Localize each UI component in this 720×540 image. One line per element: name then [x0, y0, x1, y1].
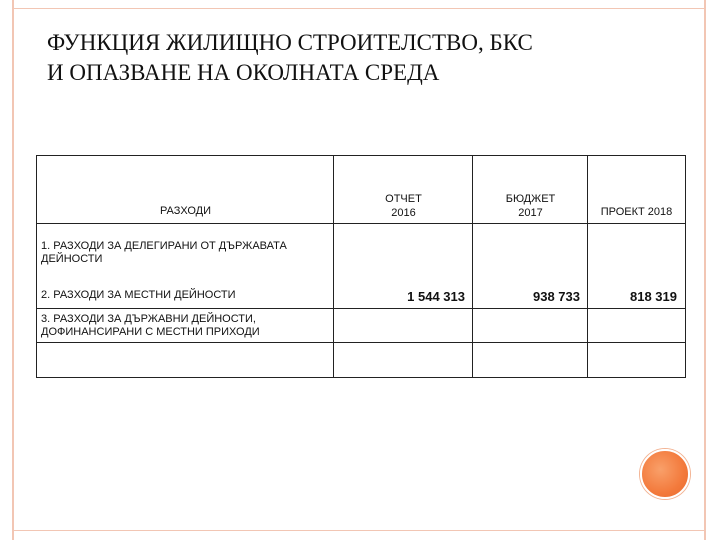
- header-report: [334, 192, 473, 220]
- header-budget: [473, 192, 588, 220]
- row-2-label-cell: [37, 280, 334, 309]
- row-3-report-cell: [334, 309, 473, 343]
- header-project-cell: [588, 156, 685, 224]
- header-budget-cell: [473, 156, 588, 224]
- row-3-label-line-2: ДОФИНАНСИРАНИ С МЕСТНИ ПРИХОДИ: [41, 326, 260, 338]
- row-3-label-line-1: 3. РАЗХОДИ ЗА ДЪРЖАВНИ ДЕЙНОСТИ,: [41, 313, 256, 325]
- header-report-line-2: 2016: [391, 207, 416, 219]
- frame-line-top: [12, 8, 706, 9]
- slide-title-line-1: ФУНКЦИЯ ЖИЛИЩНО СТРОИТЕЛСТВО, БКС: [47, 30, 533, 55]
- row-2-project-value: 818 319: [630, 289, 677, 304]
- row-1-label-line-1: 1. РАЗХОДИ ЗА ДЕЛЕГИРАНИ ОТ ДЪРЖАВАТА: [41, 240, 287, 252]
- row-2-label: 2. РАЗХОДИ ЗА МЕСТНИ ДЕЙНОСТИ: [41, 289, 236, 301]
- row-3-budget-cell: [473, 309, 588, 343]
- decorative-orange-circle: [640, 449, 690, 499]
- row-1-label-cell: [37, 224, 334, 280]
- frame-line-left: [12, 0, 14, 540]
- row-3-label: [41, 313, 260, 339]
- frame-line-right: [704, 0, 706, 540]
- row-3-project-cell: [588, 309, 685, 343]
- row-4-project-cell: [588, 343, 685, 377]
- row-1-label-line-2: ДЕЙНОСТИ: [41, 253, 103, 265]
- row-3-label-cell: [37, 309, 334, 343]
- row-1-label: [41, 240, 287, 266]
- row-2-report-value: 1 544 313: [407, 289, 465, 304]
- header-expenses: РАЗХОДИ: [159, 205, 212, 217]
- row-2-budget-value: 938 733: [533, 289, 580, 304]
- slide-title: [47, 28, 687, 88]
- header-expenses-cell: [37, 156, 334, 224]
- row-4-budget-cell: [473, 343, 588, 377]
- slide-title-line-2: И ОПАЗВАНЕ НА ОКОЛНАТА СРЕДА: [47, 60, 440, 85]
- header-budget-line-2: 2017: [518, 207, 543, 219]
- row-4-report-cell: [334, 343, 473, 377]
- header-budget-line-1: БЮДЖЕТ: [505, 193, 556, 205]
- header-report-cell: [334, 156, 473, 224]
- header-report-line-1: ОТЧЕТ: [385, 193, 422, 205]
- row-4-label-cell: [37, 343, 334, 377]
- header-project: ПРОЕКТ 2018: [600, 206, 673, 218]
- expenses-table: [36, 155, 686, 378]
- frame-line-bottom: [12, 530, 706, 531]
